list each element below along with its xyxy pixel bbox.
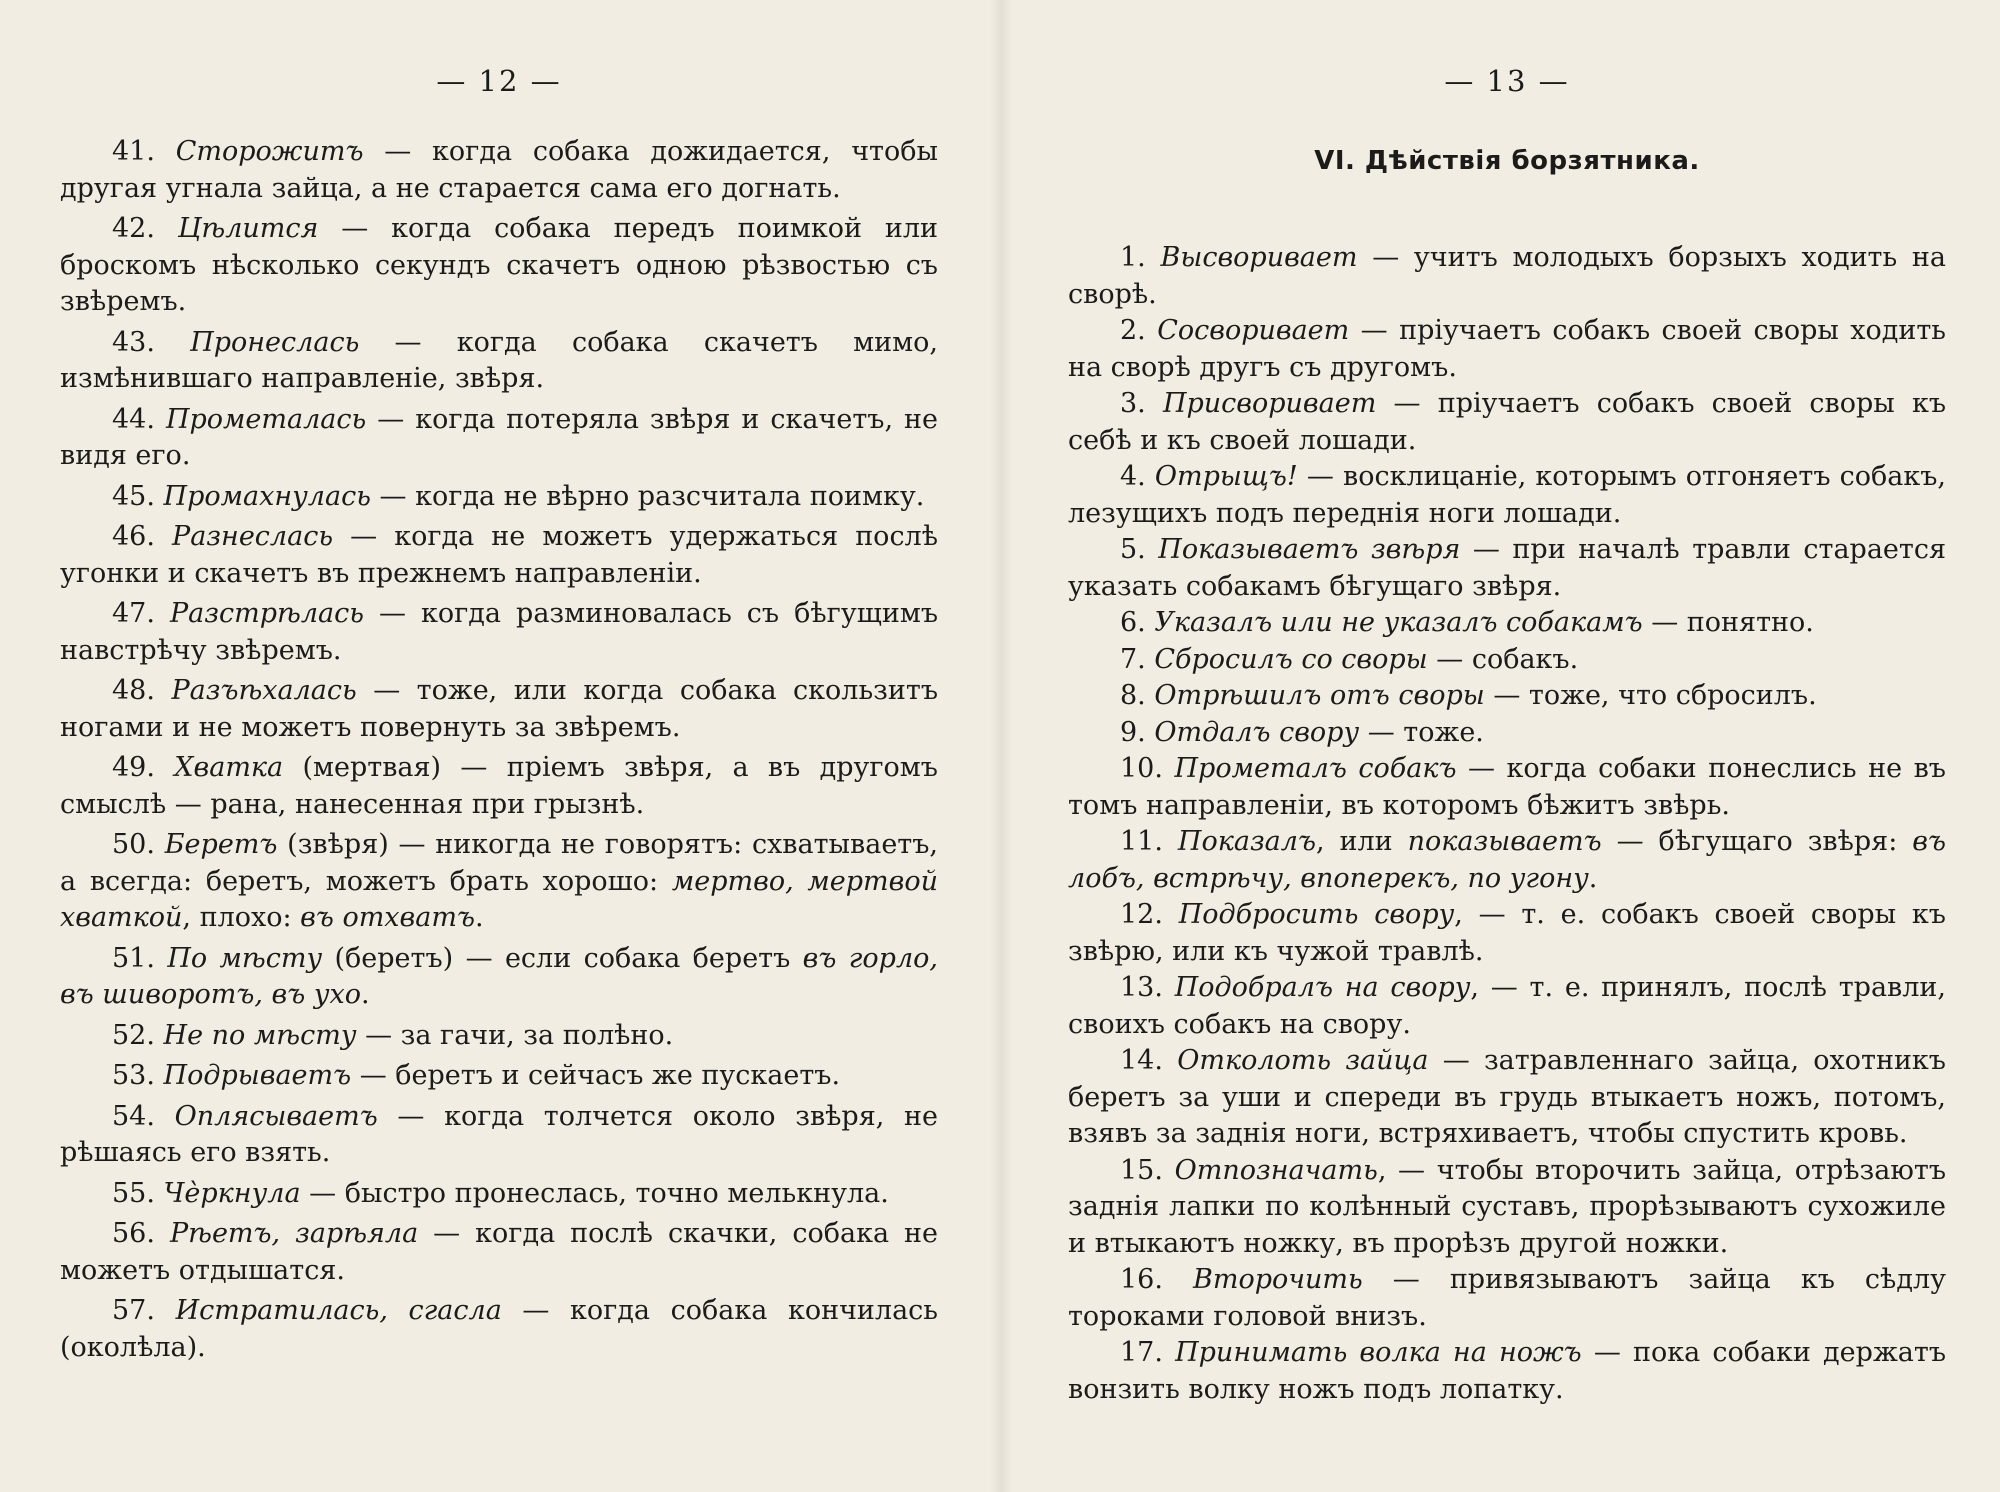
entry-definition: — когда не вѣрно разсчитала поимку.	[370, 480, 925, 512]
entry	[60, 1216, 938, 1289]
entry-definition: — пріучаетъ собакъ своей своры ходить на сворѣ другъ съ другомъ.	[1068, 315, 1946, 383]
entry-number: 46.	[112, 521, 155, 552]
entry-term: Подобралъ на свору	[1174, 972, 1471, 1003]
entry-definition: — пріучаетъ собакъ своей своры къ себѣ и къ своей лошади.	[1068, 388, 1946, 456]
entry-term: Присворивает	[1162, 388, 1377, 419]
entry-number: 41.	[112, 136, 155, 167]
entry	[60, 1058, 938, 1095]
entry	[60, 134, 938, 207]
entry-number: 4.	[1120, 461, 1146, 492]
entry-definition: — когда разминовалась съ бѣгущимъ навстрѣчу звѣремъ.	[60, 598, 938, 666]
entry-term-italic: мертво, мертвой хваткой	[60, 865, 938, 933]
entry-definition: .	[360, 979, 370, 1010]
entry	[60, 325, 938, 398]
entry	[1068, 459, 1946, 532]
entry	[1068, 642, 1946, 679]
entry-definition: — быстро пронеслась, точно мелькнула.	[300, 1177, 889, 1209]
entry	[60, 211, 938, 321]
entry-term: Отрѣшилъ отъ своры	[1154, 680, 1485, 711]
entry-term-italic: показываетъ	[1407, 826, 1602, 857]
entry-term: Сбросилъ со своры	[1154, 643, 1428, 675]
entry	[60, 596, 938, 669]
entry-number: 57.	[112, 1295, 155, 1326]
entry-term: Цѣлится	[177, 213, 319, 244]
entry-definition: — бѣгущаго звѣря:	[1601, 826, 1913, 857]
entry-term: Пронеслась	[190, 326, 360, 358]
entry-number: 10.	[1120, 753, 1163, 784]
entry-definition: — при началѣ травли старается указать собакамъ бѣгущаго звѣря.	[1068, 534, 1946, 602]
entry-term: Высворивает	[1160, 242, 1358, 273]
entry-number: 51.	[112, 942, 155, 974]
entry-list	[60, 134, 938, 1370]
entry-definition: — восклицаніе, которымъ отгоняетъ собакъ, лезущихъ подъ переднія ноги лошади.	[1068, 461, 1946, 529]
entry-number: 8.	[1120, 680, 1146, 711]
entry	[60, 1099, 938, 1172]
entry	[60, 519, 938, 592]
entry-number: 9.	[1120, 716, 1146, 748]
entry-number: 7.	[1120, 643, 1146, 675]
entry-definition: — когда собака дожидается, чтобы другая угнала зайца, а не старается сама его догнать.	[60, 136, 938, 204]
entry-definition: — собакъ.	[1427, 643, 1579, 675]
entry	[1068, 970, 1946, 1043]
entry-term: Отколоть зайца	[1177, 1045, 1429, 1076]
entry-definition: — когда собаки понеслись не въ томъ направленіи, въ которомъ бѣжитъ звѣрь.	[1068, 753, 1946, 821]
entry	[60, 827, 938, 937]
right-page	[1068, 0, 1946, 1492]
entry-term: Чѐркнула	[163, 1177, 301, 1209]
entry	[1068, 751, 1946, 824]
entry	[1068, 240, 1946, 313]
entry-number: 12.	[1120, 899, 1163, 930]
entry-definition: .	[1588, 862, 1598, 894]
entry	[60, 402, 938, 475]
entry-definition: , — т. е. собакъ своей своры къ звѣрю, или къ чужой травлѣ.	[1068, 899, 1946, 967]
left-page	[60, 0, 938, 1492]
entry	[60, 479, 938, 516]
entry-number: 52.	[112, 1019, 155, 1051]
entry	[1068, 897, 1946, 970]
entry-definition: — затравленнаго зайца, охотникъ беретъ за уши и спереди въ грудь втыкаетъ ножъ, потомъ, взявъ за заднія ноги, встряхиваетъ, чтобы спустить кровь.	[1068, 1045, 1946, 1149]
entry-definition: , — чтобы второчить зайца, отрѣзаютъ заднія лапки по колѣнный суставъ, прорѣзываютъ сухожиле и втыкаютъ ножку, въ прорѣзъ другой ножки.	[1068, 1154, 1946, 1259]
entry-term: Отрыщъ!	[1154, 461, 1298, 492]
entry-term: Рѣетъ, зарѣяла	[169, 1218, 419, 1249]
entry	[60, 750, 938, 823]
entry	[1068, 1262, 1946, 1335]
entry-term: Отпозначать	[1174, 1154, 1378, 1186]
entry-term: Не по мѣсту	[163, 1019, 357, 1051]
entry-number: 15.	[1120, 1154, 1163, 1186]
entry	[60, 673, 938, 746]
entry-definition: — тоже, что сбросилъ.	[1484, 680, 1817, 711]
entry-number: 11.	[1120, 826, 1163, 857]
entry	[1068, 1335, 1946, 1408]
entry-term: Показываетъ звѣря	[1158, 534, 1461, 565]
entry-term: Указалъ или не указалъ собакамъ	[1154, 607, 1643, 638]
entry-definition: — учитъ молодыхъ борзыхъ ходить на сворѣ.	[1068, 242, 1946, 310]
section-title: VI. Дѣйствія борзятника.	[1314, 146, 1700, 176]
entry-term: Разстрѣлась	[170, 598, 364, 629]
entry-term-italic: въ горло, въ шиворотъ, въ ухо	[60, 942, 938, 1010]
entry	[1068, 532, 1946, 605]
entry-number: 16.	[1120, 1264, 1163, 1295]
entry-term: Принимать волка на ножъ	[1175, 1337, 1582, 1368]
entry-term: По мѣсту	[167, 942, 323, 974]
entry-definition: (беретъ) — если собака беретъ	[322, 942, 803, 974]
entry	[1068, 605, 1946, 642]
entry-term: Подрываетъ	[163, 1060, 352, 1091]
entry-definition: — когда послѣ скачки, собака не можетъ отдышатся.	[60, 1218, 938, 1286]
entry-definition: — понятно.	[1642, 607, 1814, 638]
entry	[1068, 715, 1946, 752]
entry-number: 43.	[112, 326, 155, 358]
page-number: — 12 —	[436, 64, 562, 98]
entry-term-italic: въ отхватъ	[300, 902, 475, 933]
entry	[1068, 1153, 1946, 1263]
entry-definition: — пока собаки держатъ вонзить волку ножъ подъ лопатку.	[1068, 1337, 1946, 1405]
page-number: — 13 —	[1444, 64, 1570, 98]
entry	[60, 1293, 938, 1366]
entry-number: 44.	[112, 403, 155, 435]
entry-definition: — тоже.	[1359, 716, 1484, 748]
entry-term: Истратилась, сгасла	[175, 1295, 502, 1326]
entry-definition: — когда не можетъ удержаться послѣ угонки и скачетъ въ прежнемъ направленіи.	[60, 521, 938, 589]
entry-term-italic: въ лобъ, встрѣчу, впоперекъ, по угону	[1068, 826, 1947, 894]
entry-definition: , — т. е. принялъ, послѣ травли, своихъ собакъ на свору.	[1068, 972, 1946, 1040]
entry-definition: — когда потеряла звѣря и скачетъ, не видя его.	[60, 403, 938, 471]
entry-term: Прометалъ собакъ	[1174, 753, 1457, 784]
entry-number: 17.	[1120, 1337, 1163, 1368]
entry-definition: — тоже, или когда собака скользитъ ногами и не можетъ повернуть за звѣремъ.	[60, 675, 938, 743]
entry-number: 13.	[1120, 972, 1163, 1003]
entry-term: Оплясываетъ	[174, 1100, 378, 1132]
entry-definition: , или	[1315, 826, 1408, 857]
entry-list	[1068, 240, 1946, 1408]
entry-definition: (мертвая) — пріемъ звѣря, а въ другомъ смыслѣ — рана, нанесенная при грызнѣ.	[60, 752, 938, 820]
entry	[1068, 678, 1946, 715]
entry-number: 50.	[112, 829, 155, 860]
entry-definition: — привязываютъ зайца къ сѣдлу тороками головой внизъ.	[1068, 1264, 1946, 1332]
entry-definition: (звѣря) — никогда не говорятъ: схватываетъ, а всегда: беретъ, можетъ брать хорошо:	[60, 829, 938, 897]
entry-definition: — когда собака кончилась (околѣла).	[60, 1295, 938, 1363]
entry	[60, 1018, 938, 1055]
entry-term: Разнеслась	[172, 521, 334, 552]
entry-term: Разъѣхалась	[171, 675, 357, 706]
entry-number: 48.	[112, 675, 155, 706]
entry-number: 49.	[112, 752, 155, 783]
entry-definition: — беретъ и сейчасъ же пускаетъ.	[351, 1060, 841, 1091]
entry-number: 56.	[112, 1218, 155, 1249]
entry-number: 42.	[112, 213, 155, 244]
entry	[60, 1176, 938, 1213]
entry-definition: — когда собака скачетъ мимо, измѣнившаго направленіе, звѣря.	[60, 326, 938, 394]
entry-term: Показалъ	[1177, 826, 1316, 857]
entry-number: 45.	[112, 480, 155, 512]
entry-definition: — когда толчется около звѣря, не рѣшаясь его взять.	[60, 1100, 938, 1168]
entry	[1068, 313, 1946, 386]
entry-term: Сторожитъ	[175, 136, 364, 167]
entry-definition: — когда собака передъ поимкой или броскомъ нѣсколько секундъ скачетъ одною рѣзвостью съ звѣремъ.	[60, 213, 938, 317]
entry-term: Промахнулась	[163, 480, 371, 512]
entry-term: Сосворивает	[1157, 315, 1350, 346]
entry-term: Отдалъ свору	[1154, 716, 1360, 748]
entry-number: 6.	[1120, 607, 1146, 638]
entry-number: 3.	[1120, 388, 1146, 419]
entry-number: 55.	[112, 1177, 155, 1209]
entry-number: 2.	[1120, 315, 1146, 346]
entry	[60, 941, 938, 1014]
entry-number: 54.	[112, 1100, 155, 1132]
page-gutter	[990, 0, 1012, 1492]
entry-number: 5.	[1120, 534, 1146, 565]
entry	[1068, 824, 1946, 897]
entry-definition: , плохо:	[182, 902, 301, 933]
entry-term: Прометалась	[165, 403, 367, 435]
entry	[1068, 386, 1946, 459]
entry-definition: — за гачи, за полѣно.	[356, 1019, 674, 1051]
entry-number: 1.	[1120, 242, 1146, 273]
entry-term: Подбросить свору	[1178, 899, 1455, 930]
entry-number: 14.	[1120, 1045, 1163, 1076]
entry	[1068, 1043, 1946, 1153]
entry-definition: .	[474, 902, 484, 933]
entry-term: Второчить	[1193, 1264, 1363, 1295]
entry-term: Беретъ	[164, 829, 278, 860]
entry-term: Хватка	[174, 752, 284, 783]
entry-number: 47.	[112, 598, 155, 629]
entry-number: 53.	[112, 1060, 155, 1091]
